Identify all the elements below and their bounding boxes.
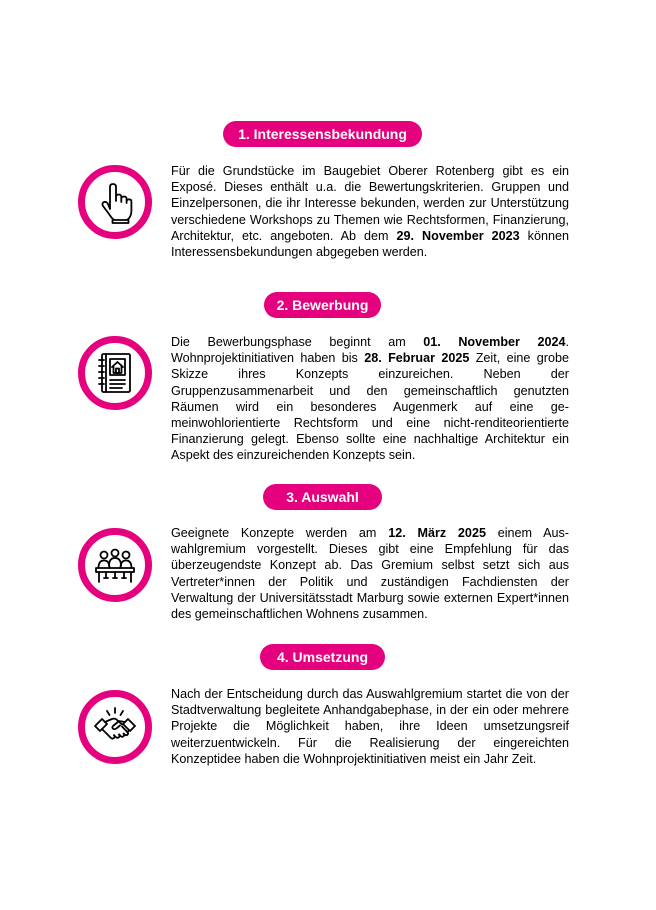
step-4-icon-badge <box>78 690 152 764</box>
handshake-icon <box>92 704 138 750</box>
step-2-heading: 2. Bewerbung <box>264 292 381 318</box>
step-4-heading: 4. Umsetzung <box>260 644 385 670</box>
step-1-text: Für die Grundstücke im Baugebiet Oberer Rotenberg gibt es ein Exposé. Dieses enthält u.a. die Bewertungskriterien. Gruppen und Einzelpersonen, die ihr Interesse bekunden, werden zur Unterstützung verschiedene Workshops zu Themen wie Rechtsformen, Finanzierung, Architektur, etc. angeboten. Ab dem 29. November 2023 können Interessensbekundungen abgegeben werden. <box>171 164 569 260</box>
step-3-text: Geeignete Konzepte werden am 12. März 2025 einem Auswahlgremium vorgestellt. Dieses gibt eine Empfehlung für das überzeugendste Konzept ab. Das Gremium selbst setzt sich aus Vertreter*innen der Politik und zuständigen Fachdiensten der Verwaltung der Universitätsstadt Marburg sowie externen Expert*innen des gemeinschaftlichen Wohnens zusammen. <box>171 526 569 622</box>
step-2-text: Die Bewerbungsphase beginnt am 01. November 2024. Wohnprojektinitiativen haben bis 28. Februar 2025 Zeit, eine grobe Skizze ihres Konzepts einzureichen. Neben der Gruppenzusammenarbeit und den gemeinschaftlich genutzten Räumen wird ein besonderes Augenmerk auf eine gemeinwohlorientierte Rechtsform und eine nicht-renditeorientierte Finanzierung gelegt. Ebenso sollte eine nachhaltige Architektur ein Aspekt des einzureichenden Konzepts sein. <box>171 335 569 463</box>
step-1-icon-badge <box>78 165 152 239</box>
step-1-heading: 1. Interessensbekundung <box>223 121 422 147</box>
pointing-hand-icon <box>92 179 138 225</box>
committee-icon <box>92 542 138 588</box>
step-2-icon-badge <box>78 336 152 410</box>
step-4-text: Nach der Entscheidung durch das Auswahlgremium startet die von der Stadtverwaltung begleitete Anhandgabephase, in der ein oder mehrere Projekte die Möglichkeit haben, ihre Ideen umsetzungsreif weiterzuentwickeln. Für die Realisierung der eingereichten Konzeptidee haben die Wohnprojektinitiativen meist ein Jahr Zeit. <box>171 687 569 766</box>
step-3-heading: 3. Auswahl <box>263 484 382 510</box>
document-house-icon <box>92 350 138 396</box>
step-3-icon-badge <box>78 528 152 602</box>
